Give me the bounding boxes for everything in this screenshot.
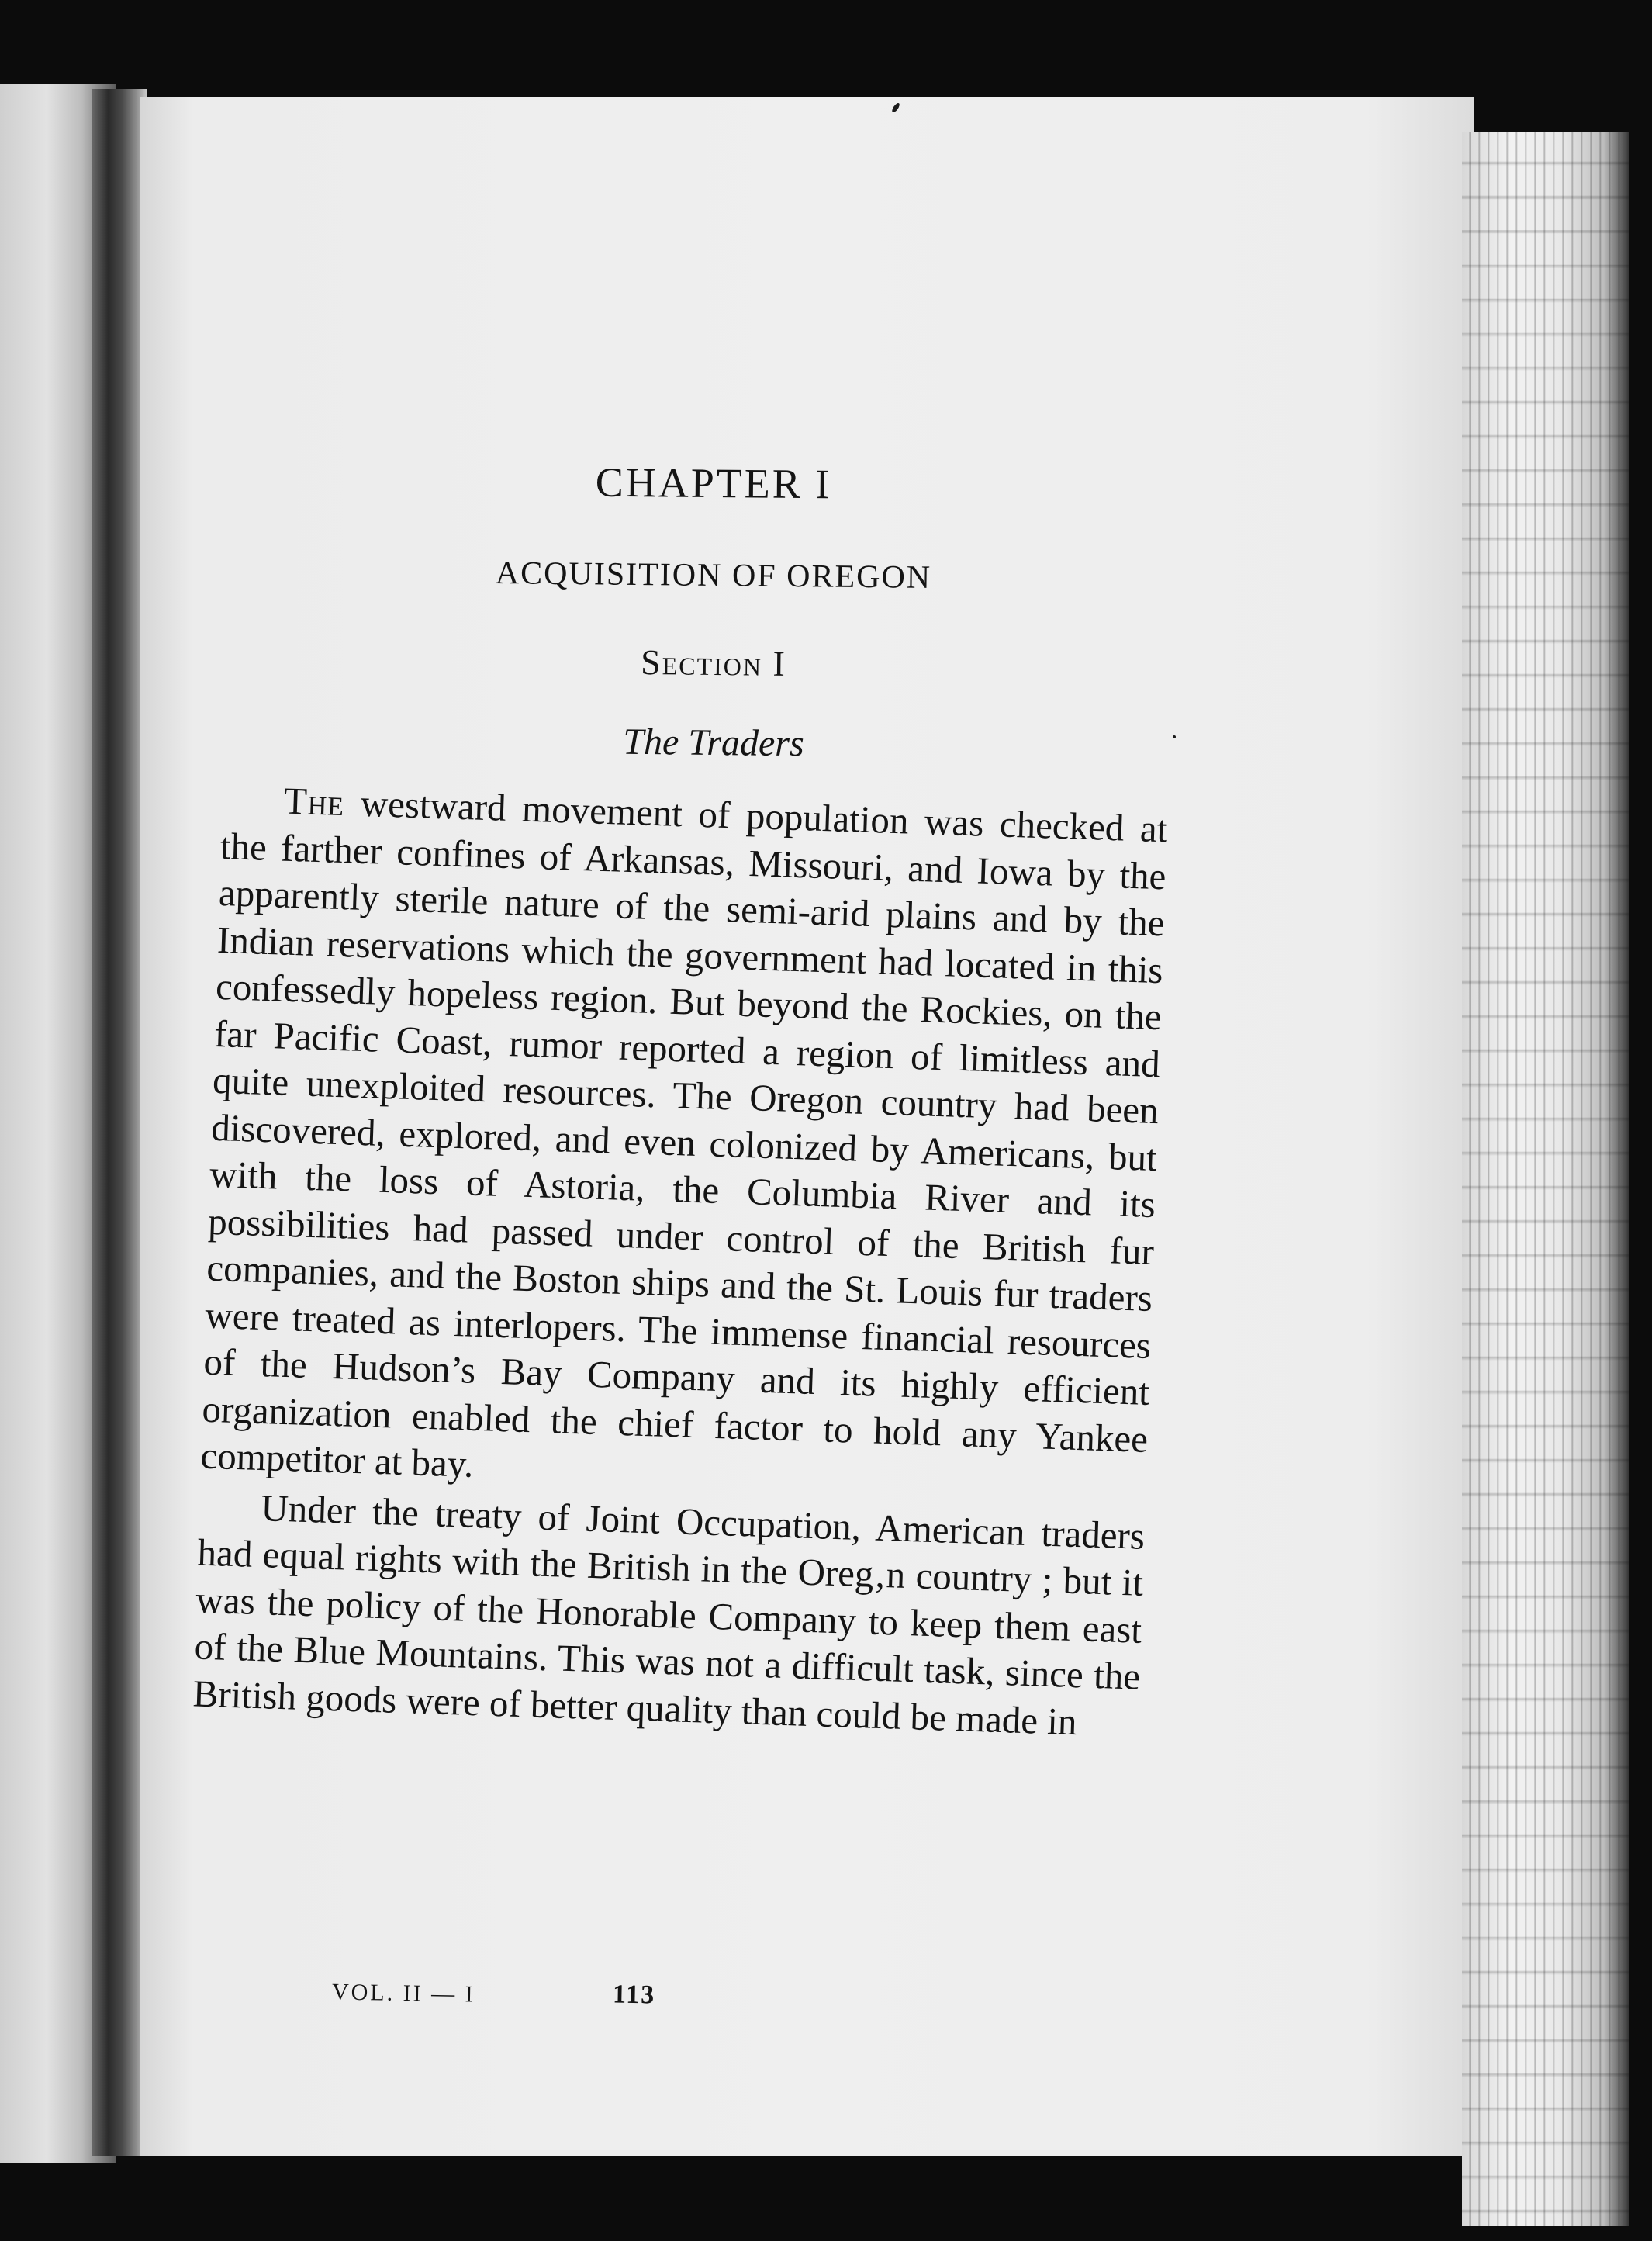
section-heading: Section I (640, 642, 787, 683)
page-number: 113 (612, 1980, 656, 2010)
chapter-subject: ACQUISITION OF OREGON (495, 555, 932, 596)
paragraph (192, 1482, 1146, 1748)
signature-mark: VOL. II — I (331, 1979, 475, 2008)
body-text (192, 776, 1169, 1748)
paragraph-lead-word: The (283, 779, 346, 825)
paragraph-text: westward movement of population was checked at the farther confines of Arkansas, Missouri, and Iowa by the apparently sterile nature of the semi-arid plains and by the Indian reservations which the government had located in this confessedly hopeless region. But beyond the Rockies, on the far Pacific Coast, rumor reported a region of limitless and quite unexploited resources. The Oregon country had been discovered, explored, and even colonized by Americans, but with the loss of Astoria, the Columbia River and its possibilities had passed under control of the British fur companies, and the Boston ships and the St. Louis fur traders were treated as interlopers. The immense financial resources of the Hudson’s Bay Company and its highly efficient organization enabled the chief factor to hold any Yankee competitor at bay. (199, 781, 1169, 1485)
paragraph (200, 776, 1169, 1510)
section-subtitle: The Traders (623, 721, 804, 765)
chapter-title: CHAPTER I (595, 458, 832, 508)
paragraph-text: Under the treaty of Joint Occupation, American traders had equal rights with the British in the Oreg‚n country ; but it was the policy of the Honorable Company to keep them east of the Blue Mountains. This was not a difficult task, since the British goods were of better quality than could be made in (192, 1485, 1146, 1743)
